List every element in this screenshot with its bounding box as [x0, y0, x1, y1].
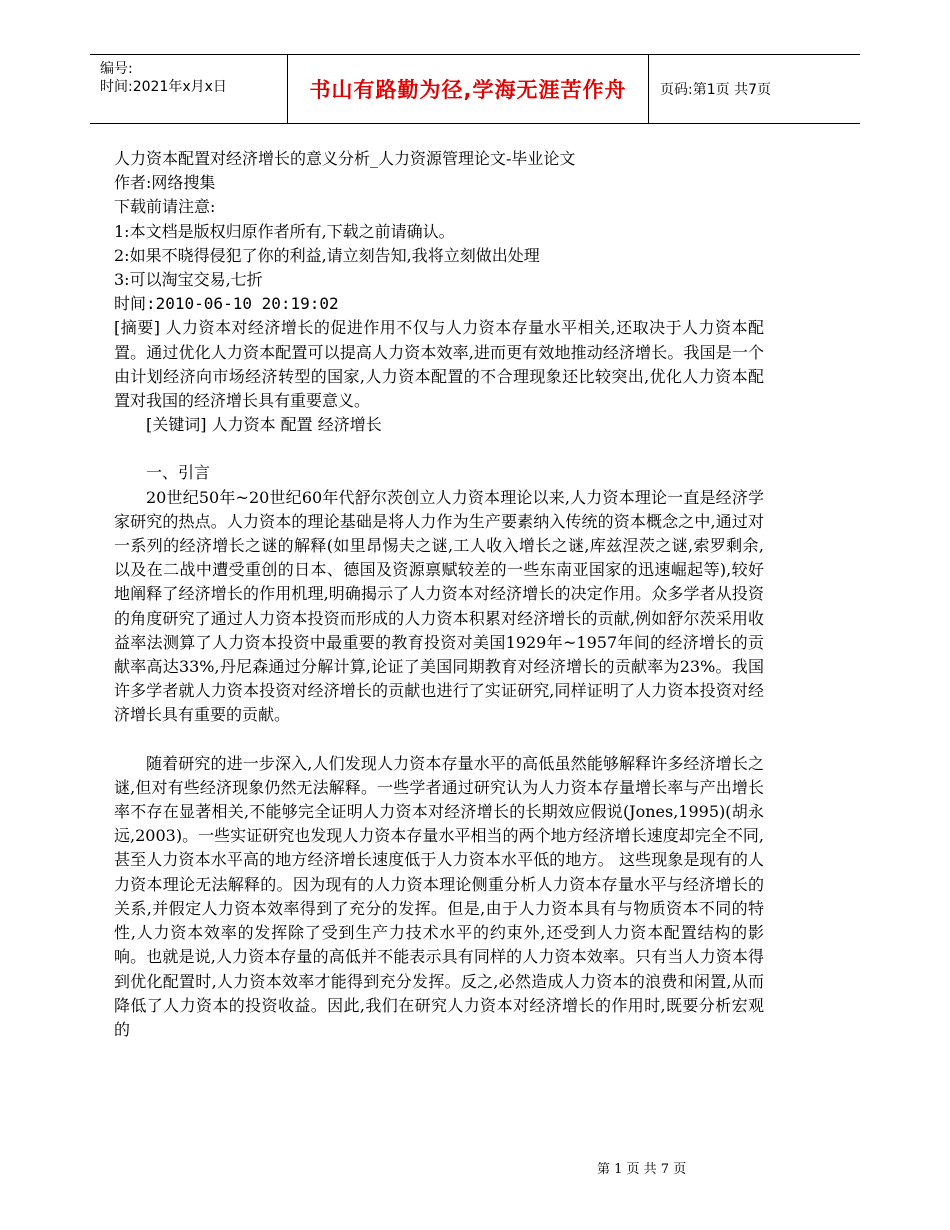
document-author: 作者:网络搜集	[114, 173, 216, 193]
document-body	[114, 147, 764, 1042]
paragraph-2: 随着研究的进一步深入,人们发现人力资本存量水平的高低虽然能够解释许多经济增长之谜,但对有些经济现象仍然无法解释。一些学者通过研究认为人力资本存量增长率与产出增长率不存在显著相关,不能够完全证明人力资本对经济增长的长期效应假说(Jones,1995)(胡永远,2003)。一些实证研究也发现人力资本存量水平相当的两个地方经济增长速度却完全不同,甚至人力资本水平高的地方经济增长速度低于人力资本水平低的地方。 这些现象是现有的人力资本理论无法解释的。因为现有的人力资本理论侧重分析人力资本存量水平与经济增长的关系,并假定人力资本效率得到了充分的发挥。但是,由于人力资本具有与物质资本不同的特性,人力资本效率的发挥除了受到生产力技术水平的约束外,还受到人力资本配置结构的影响。也就是说,人力资本存量的高低并不能表示具有同样的人力资本效率。只有当人力资本得到优化配置时,人力资本效率才能得到充分发挥。反之,必然造成人力资本的浪费和闲置,从而降低了人力资本的投资收益。因此,我们在研究人力资本对经济增长的作用时,既要分析宏观的	[114, 753, 764, 1039]
abstract: [摘要] 人力资本对经济增长的促进作用不仅与人力资本存量水平相关,还取决于人力资本配置。通过优化人力资本配置可以提高人力资本效率,进而更有效地推动经济增长。我国是一个由计划经济向市场经济转型的国家,人力资本配置的不合理现象还比较突出,优化人力资本配置对我国的经济增长具有重要意义。	[114, 318, 764, 411]
notice-item: 1:本文档是版权归原作者所有,下载之前请确认。	[114, 221, 455, 241]
notice-item: 2:如果不晓得侵犯了你的利益,请立刻告知,我将立刻做出处理	[114, 245, 540, 265]
section-heading: 一、引言	[146, 463, 211, 483]
header-motto-cell	[288, 55, 649, 123]
header-motto: 书山有路勤为径,学海无涯苦作舟	[309, 78, 627, 102]
document-title: 人力资本配置对经济增长的意义分析_人力资源管理论文-毕业论文	[114, 149, 576, 168]
page-footer: 第 1 页 共 7 页	[597, 1162, 687, 1177]
paragraph-1: 20世纪50年~20世纪60年代舒尔茨创立人力资本理论以来,人力资本理论一直是经济学家研究的热点。人力资本的理论基础是将人力作为生产要素纳入传统的资本概念之中,通过对一系列的经济增长之谜的解释(如里昂惕夫之谜,工人收入增长之谜,库兹涅茨之谜,索罗剩余,以及在二战中遭受重创的日本、德国及资源禀赋较差的一些东南亚国家的迅速崛起等),较好地阐释了经济增长的作用机理,明确揭示了人力资本对经济增长的决定作用。众多学者从投资的角度研究了通过人力资本投资而形成的人力资本积累对经济增长的贡献,例如舒尔茨采用收益率法测算了人力资本投资中最重要的教育投资对美国1929年~1957年间的经济增长的贡献率高达33%,丹尼森通过分解计算,论证了美国同期教育对经济增长的贡献率为23%。我国许多学者就人力资本投资对经济增长的贡献也进行了实证研究,同样证明了人力资本投资对经济增长具有重要的贡献。	[114, 487, 764, 725]
header-meta	[90, 55, 288, 123]
header-time-label: 时间:2021年x月x日	[100, 79, 227, 95]
header-number-label: 编号:	[100, 61, 133, 77]
keywords: [关键词] 人力资本 配置 经济增长	[146, 415, 382, 435]
page-header	[90, 54, 860, 124]
document-time: 时间:2010-06-10 20:19:02	[114, 294, 339, 314]
notice-item: 3:可以淘宝交易,七折	[114, 270, 263, 290]
header-page-info: 页码:第1页 共7页	[660, 82, 771, 98]
notice-heading: 下载前请注意:	[114, 197, 216, 217]
